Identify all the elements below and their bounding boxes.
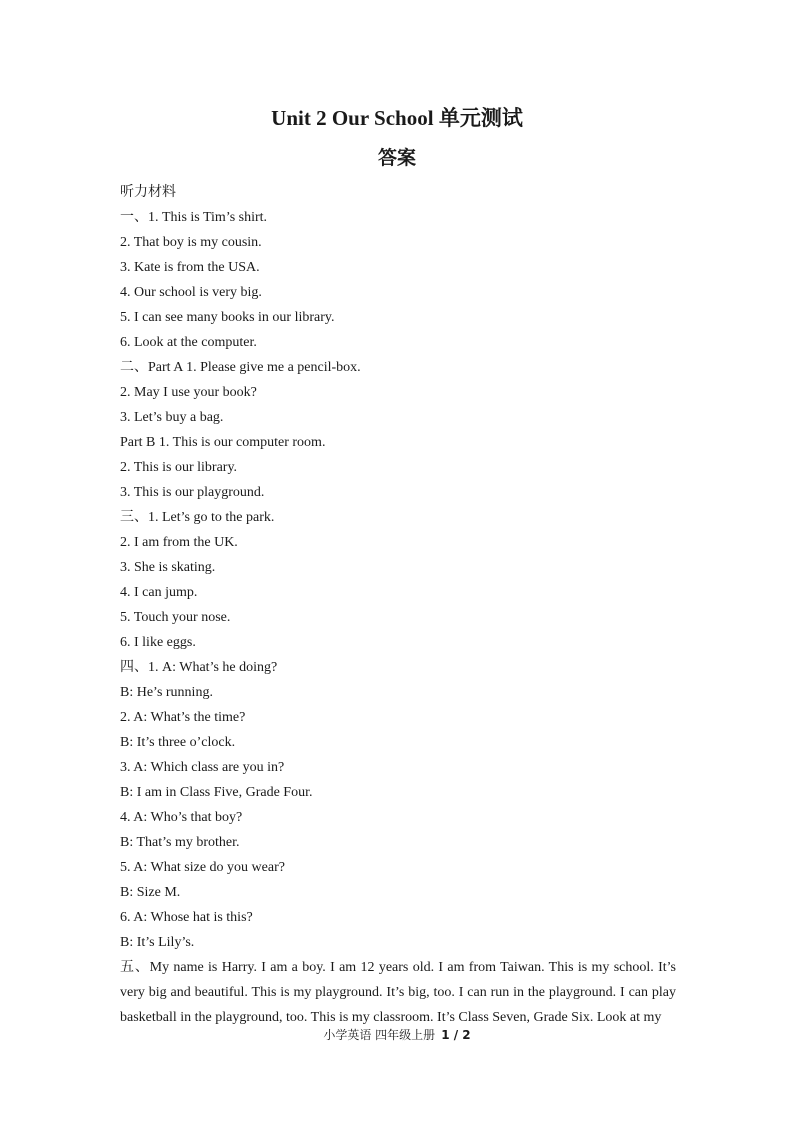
text-line: 4. Our school is very big. xyxy=(120,285,262,300)
footer-label: 小学英语 四年级上册 xyxy=(323,1028,436,1042)
text-line: 二、Part A 1. Please give me a pencil-box. xyxy=(120,360,361,375)
document-subtitle: 答案 xyxy=(377,148,416,169)
text-line: 2. This is our library. xyxy=(120,460,238,475)
text-line: 听力材料 xyxy=(120,185,176,200)
text-line: 3. Kate is from the USA. xyxy=(120,260,260,275)
text-line: 3. Let’s buy a bag. xyxy=(120,410,224,425)
text-line: 6. Look at the computer. xyxy=(120,335,257,350)
text-line: 4. A: Who’s that boy? xyxy=(120,810,243,825)
text-line: 5. Touch your nose. xyxy=(120,610,231,625)
text-line: B: He’s running. xyxy=(120,685,213,700)
text-line: B: I am in Class Five, Grade Four. xyxy=(120,785,313,800)
text-line: 5. A: What size do you wear? xyxy=(120,860,285,875)
text-line: 6. A: Whose hat is this? xyxy=(120,910,253,925)
text-line: 四、1. A: What’s he doing? xyxy=(120,660,278,675)
text-line: B: That’s my brother. xyxy=(120,835,240,850)
text-line: B: Size M. xyxy=(120,885,181,900)
text-line: Part B 1. This is our computer room. xyxy=(120,435,326,450)
passage-paragraph: 五、My name is Harry. I am a boy. I am 12 years old. I am from Taiwan. This is my school. It’s very big and beautiful. This is my playground. It’s big, too. I can run in the playground. I can play basketball in the playground, too. This is my classroom. It’s Class Seven, Grade Six. Look at my xyxy=(120,960,676,1025)
page-number: 1 / 2 xyxy=(441,1028,471,1042)
text-line: 3. She is skating. xyxy=(120,560,216,575)
text-line: 4. I can jump. xyxy=(120,585,198,600)
text-line: 6. I like eggs. xyxy=(120,635,196,650)
text-line: 2. May I use your book? xyxy=(120,385,257,400)
text-line: 3. A: Which class are you in? xyxy=(120,760,285,775)
page-footer xyxy=(0,1026,794,1044)
text-line: 3. This is our playground. xyxy=(120,485,265,500)
text-line: 5. I can see many books in our library. xyxy=(120,310,335,325)
text-line: 2. A: What’s the time? xyxy=(120,710,246,725)
text-line: 一、1. This is Tim’s shirt. xyxy=(120,210,268,225)
text-line: B: It’s Lily’s. xyxy=(120,935,195,950)
text-line: B: It’s three o’clock. xyxy=(120,735,236,750)
text-line: 三、1. Let’s go to the park. xyxy=(120,510,275,525)
document-title: Unit 2 Our School 单元测试 xyxy=(271,106,523,130)
text-line: 2. That boy is my cousin. xyxy=(120,235,262,250)
document-body xyxy=(120,180,676,1030)
text-line: 2. I am from the UK. xyxy=(120,535,238,550)
